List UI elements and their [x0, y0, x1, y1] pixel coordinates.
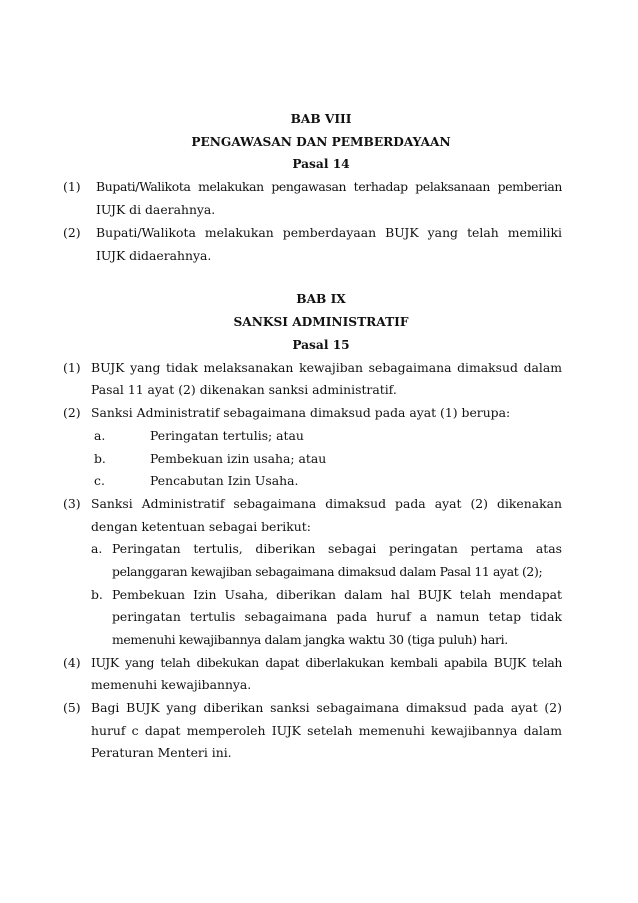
chapter-heading: BAB IX — [296, 292, 346, 306]
sub-item-text: pelanggaran kewajiban sebagaimana dimaksud dalam Pasal 11 ayat (2); — [112, 564, 543, 579]
item-number: (3) — [63, 496, 81, 511]
sub-item-text: Pembekuan izin usaha; atau — [150, 451, 327, 466]
item-number: (1) — [63, 179, 81, 194]
sub-item-text: Pencabutan Izin Usaha. — [150, 473, 299, 488]
item-number: (2) — [63, 405, 81, 420]
sub-item-text: Pembekuan Izin Usaha, diberikan dalam hal BUJK telah mendapat — [112, 587, 562, 602]
item-text-line: IUJK didaerahnya. — [96, 248, 212, 263]
item-text-line: Bagi BUJK yang diberikan sanksi sebagaimana dimaksud pada ayat (2) — [91, 700, 562, 715]
sub-item-letter: b. — [91, 587, 103, 602]
item-text-line: BUJK yang tidak melaksanakan kewajiban sebagaimana dimaksud dalam — [91, 360, 562, 375]
item-text-line: IUJK di daerahnya. — [96, 202, 216, 217]
sub-item-text: peringatan tertulis sebagaimana pada huruf a namun tetap tidak — [112, 609, 562, 624]
article-heading: Pasal 15 — [292, 338, 350, 352]
sub-item-letter: c. — [94, 473, 105, 488]
item-text-line: IUJK yang telah dibekukan dapat diberlakukan kembali apabila BUJK telah — [91, 655, 562, 670]
item-text-line: Bupati/Walikota melakukan pemberdayaan BUJK yang telah memiliki — [96, 225, 562, 240]
item-text-line: Peraturan Menteri ini. — [91, 745, 232, 760]
item-number: (2) — [63, 225, 81, 240]
sub-item-letter: b. — [94, 451, 106, 466]
item-number: (1) — [63, 360, 81, 375]
sub-item-letter: a. — [94, 428, 106, 443]
item-text-line: Sanksi Administratif sebagaimana dimaksud pada ayat (2) dikenakan — [91, 496, 562, 511]
chapter-title: PENGAWASAN DAN PEMBERDAYAAN — [191, 135, 451, 149]
item-text-line: Bupati/Walikota melakukan pengawasan terhadap pelaksanaan pemberian — [96, 179, 562, 194]
chapter-heading: BAB VIII — [290, 112, 352, 126]
chapter-title: SANKSI ADMINISTRATIF — [233, 315, 409, 329]
sub-item-letter: a. — [91, 541, 103, 556]
item-text-line: Pasal 11 ayat (2) dikenakan sanksi administratif. — [91, 382, 397, 397]
item-text-line: Sanksi Administratif sebagaimana dimaksud pada ayat (1) berupa: — [91, 405, 511, 420]
sub-item-text: Peringatan tertulis; atau — [150, 428, 304, 443]
item-number: (4) — [63, 655, 81, 670]
article-heading: Pasal 14 — [292, 157, 350, 171]
item-text-line: huruf c dapat memperoleh IUJK setelah memenuhi kewajibannya dalam — [91, 723, 562, 738]
sub-item-text: Peringatan tertulis, diberikan sebagai peringatan pertama atas — [112, 541, 562, 556]
item-number: (5) — [63, 700, 81, 715]
sub-item-text: memenuhi kewajibannya dalam jangka waktu 30 (tiga puluh) hari. — [112, 632, 508, 647]
item-text-line: dengan ketentuan sebagai berikut: — [91, 519, 311, 534]
item-text-line: memenuhi kewajibannya. — [91, 677, 252, 692]
